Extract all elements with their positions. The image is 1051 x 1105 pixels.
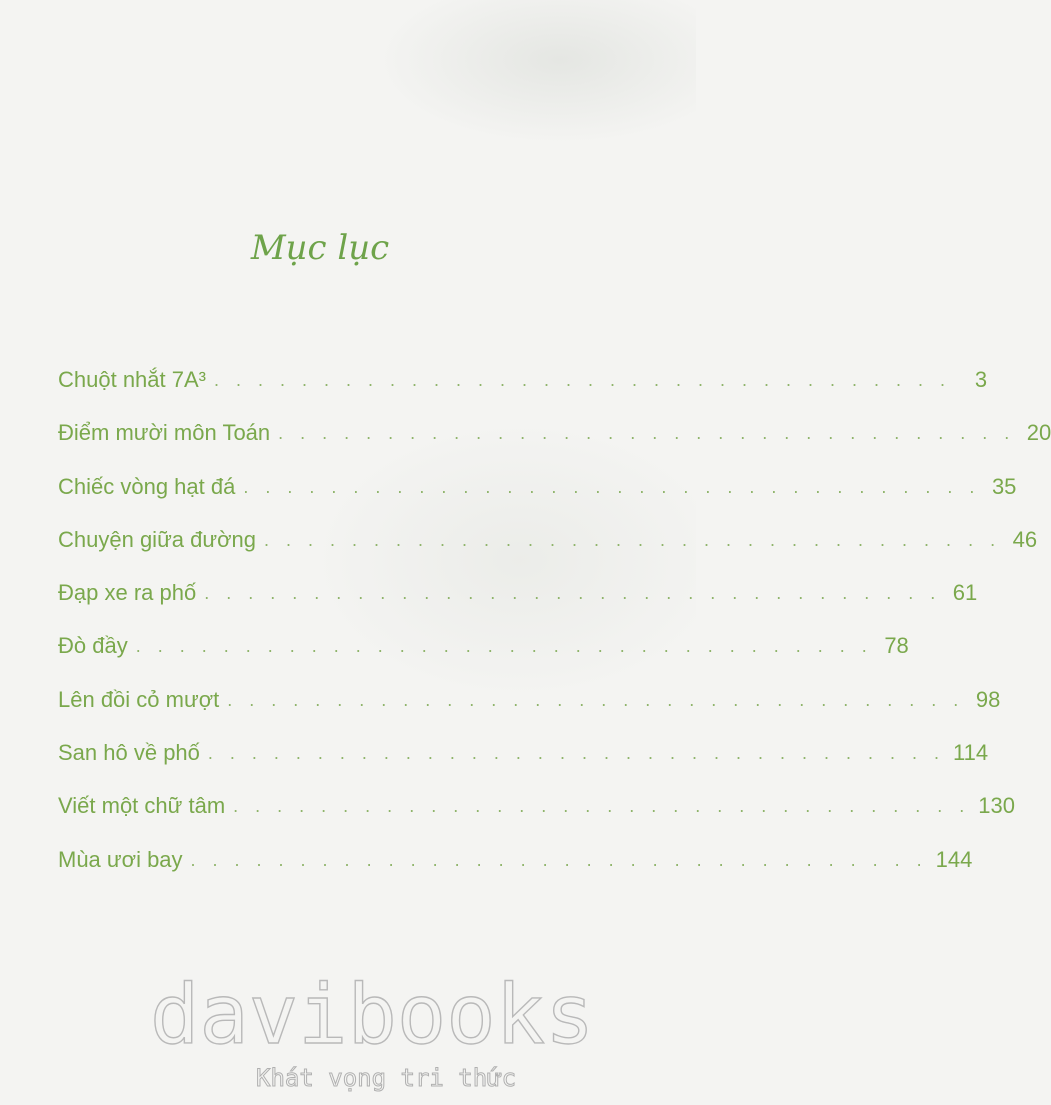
dot-leader: . . . . . . . . . . . . . . . . . . . . . . . . . . . . . . . . . . [135, 636, 873, 657]
toc-entry [58, 735, 989, 788]
toc-entry [58, 788, 1015, 841]
toc-entry-label: Đò đầy [58, 633, 128, 659]
toc-entry [58, 682, 1001, 735]
watermark-logo [150, 968, 595, 1063]
toc-entry [58, 628, 909, 681]
toc-entry-page: 61 [952, 580, 978, 606]
table-of-contents [58, 362, 1051, 895]
toc-entry-page: 3 [974, 367, 988, 392]
toc-entry-label: Mùa ươi bay [58, 846, 183, 872]
toc-entry-page: 144 [935, 846, 973, 872]
dot-leader: . . . . . . . . . . . . . . . . . . . . . . . . . . . . . . . . . . [227, 689, 965, 710]
toc-entry-label: Chuột nhắt 7A³ [58, 367, 206, 392]
toc-entry [58, 362, 988, 415]
toc-entry [58, 415, 1051, 468]
dot-leader: . . . . . . . . . . . . . . . . . . . . . . . . . . . . . . . . . . [233, 796, 971, 817]
toc-entry-label: Chuyện giữa đường [58, 526, 256, 552]
toc-entry-label: Điểm mười môn Toán [58, 420, 271, 446]
watermark-tagline: Khát vọng tri thức [256, 1064, 517, 1092]
toc-entry-label: Lên đồi cỏ mượt [58, 686, 220, 712]
dot-leader: . . . . . . . . . . . . . . . . . . . . . . . . . . . . . . . . . . [278, 423, 1016, 444]
toc-entry-page: 114 [952, 740, 989, 766]
toc-entry-page: 98 [975, 686, 1001, 712]
toc-entry [58, 522, 1038, 575]
toc-entry-page: 46 [1012, 526, 1038, 552]
toc-entry [58, 575, 978, 628]
dot-leader: . . . . . . . . . . . . . . . . . . . . . . . . . . . . . . . . . . [207, 743, 945, 764]
dot-leader: . . . . . . . . . . . . . . . . . . . . . . . . . . . . . . . . . . [204, 583, 942, 604]
toc-entry-label: Chiếc vòng hạt đá [58, 473, 236, 499]
toc-entry-page: 78 [884, 633, 909, 659]
dot-leader: . . . . . . . . . . . . . . . . . . . . . . . . . . . . . . . . . . [243, 476, 981, 497]
toc-entry-page: 20 [1026, 420, 1051, 446]
toc-entry-label: Viết một chữ tâm [58, 793, 226, 819]
toc-entry-page: 35 [991, 473, 1017, 499]
toc-entry-label: Đạp xe ra phố [58, 580, 197, 606]
dot-leader: . . . . . . . . . . . . . . . . . . . . . . . . . . . . . . . . . . [190, 849, 928, 870]
toc-entry-page: 130 [978, 793, 1015, 819]
toc-entry [58, 842, 973, 895]
watermark-brand: davibooks [150, 968, 595, 1063]
toc-entry-label: San hô về phố [58, 740, 200, 766]
toc-title: Mục lục [250, 228, 390, 268]
dot-leader: . . . . . . . . . . . . . . . . . . . . . . . . . . . . . . . . . . [213, 370, 952, 390]
toc-entry [58, 469, 1017, 522]
dot-leader: . . . . . . . . . . . . . . . . . . . . . . . . . . . . . . . . . . [264, 529, 1002, 550]
